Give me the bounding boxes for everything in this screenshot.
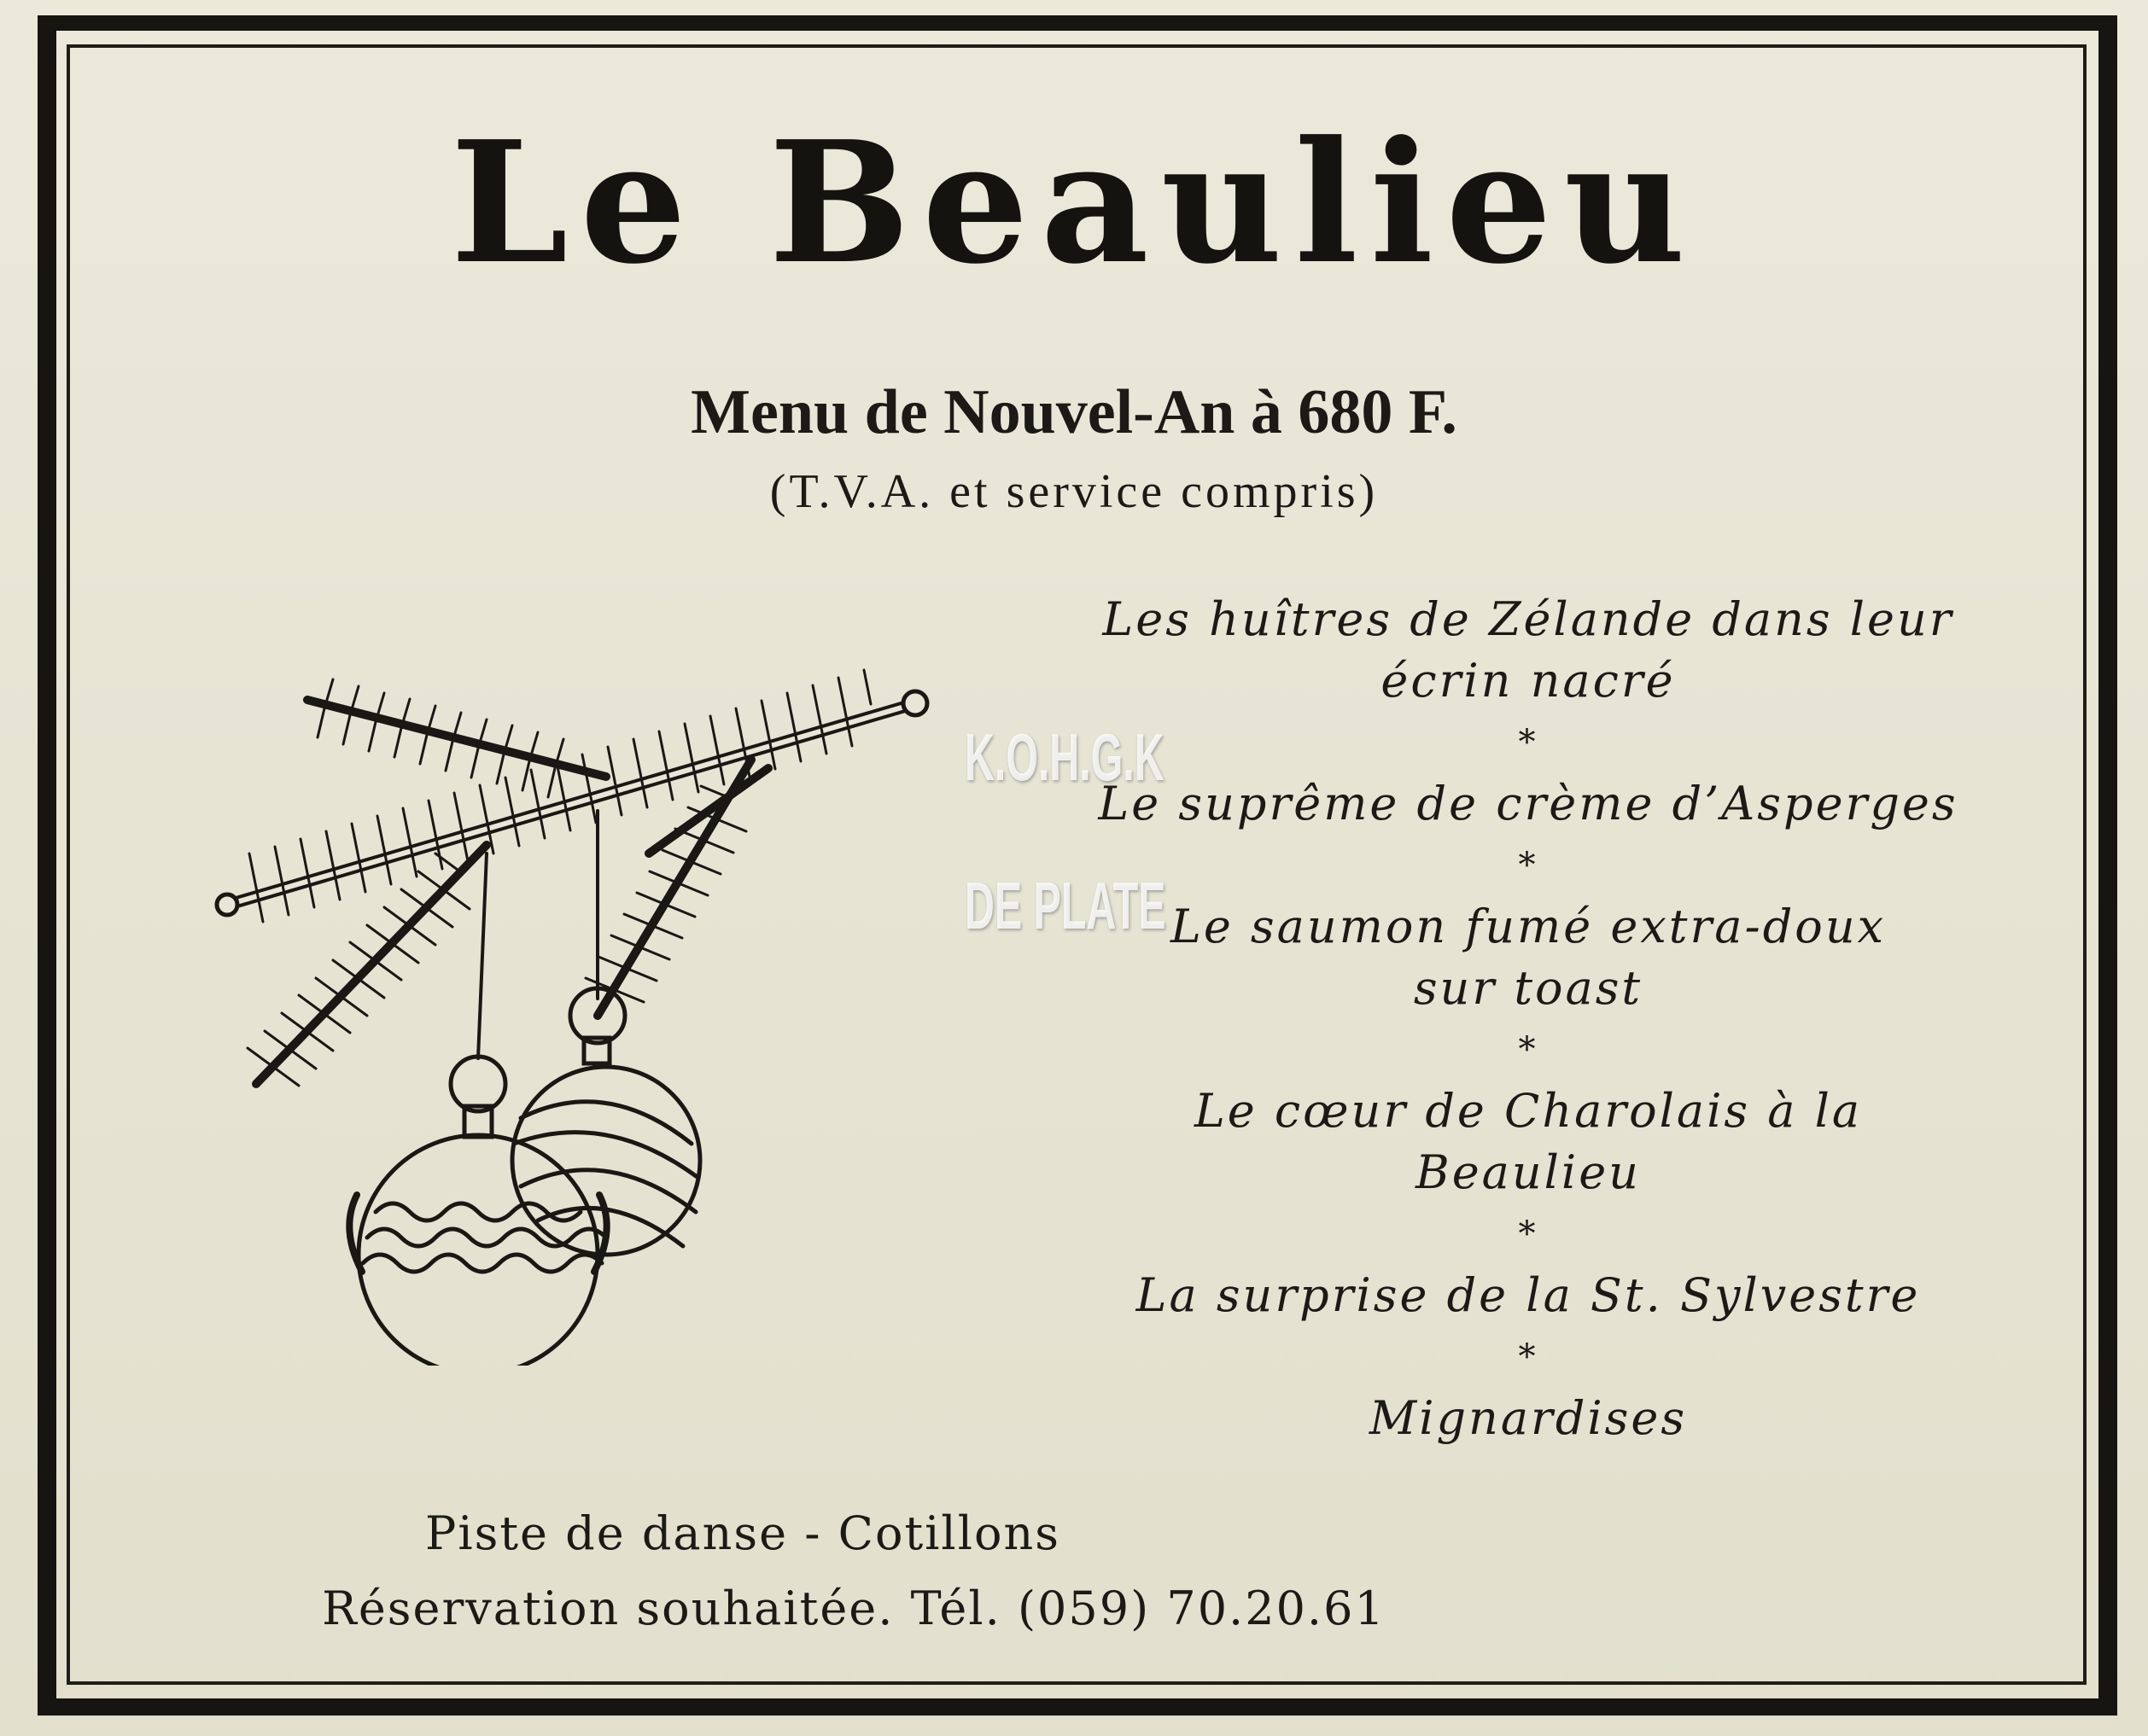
- watermark-line: K.O.H.G.K: [965, 719, 1164, 795]
- pine-branch-with-christmas-baubles-icon: [205, 632, 939, 1366]
- course-line: Mignardises: [1369, 1391, 1688, 1445]
- course-separator: *: [1518, 1337, 1538, 1377]
- footer-dance-floor: Piste de danse - Cotillons: [425, 1506, 1060, 1560]
- course-line: écrin nacré: [1380, 654, 1676, 708]
- watermark-line: DE PLATE: [965, 868, 1166, 943]
- course-separator: *: [1518, 1030, 1538, 1069]
- bauble-left: [349, 853, 606, 1366]
- course-line: Les huîtres de Zélande dans leur: [1102, 592, 1954, 646]
- vat-note: (T.V.A. et service compris): [769, 465, 1379, 518]
- bauble-right: [512, 811, 700, 1255]
- course-line: Le cœur de Charolais à la: [1194, 1084, 1863, 1138]
- course-line: Beaulieu: [1415, 1145, 1641, 1199]
- course-line: Le saumon fumé extra-doux: [1170, 900, 1887, 953]
- footer-reservation: Réservation souhaitée. Tél. (059) 70.20.61: [322, 1582, 1386, 1635]
- course-separator: *: [1518, 723, 1538, 762]
- course-line: La surprise de la St. Sylvestre: [1135, 1268, 1921, 1322]
- menu-courses: [1007, 589, 2049, 1449]
- menu-price-heading: Menu de Nouvel-An à 680 F.: [691, 377, 1457, 447]
- course-separator: *: [1518, 846, 1538, 885]
- restaurant-name: Le Beaulieu: [450, 105, 1698, 301]
- course-line: sur toast: [1413, 961, 1643, 1015]
- watermark: [965, 719, 1166, 943]
- course-line: Le suprême de crème d’Asperges: [1098, 777, 1958, 830]
- course-separator: *: [1518, 1215, 1538, 1254]
